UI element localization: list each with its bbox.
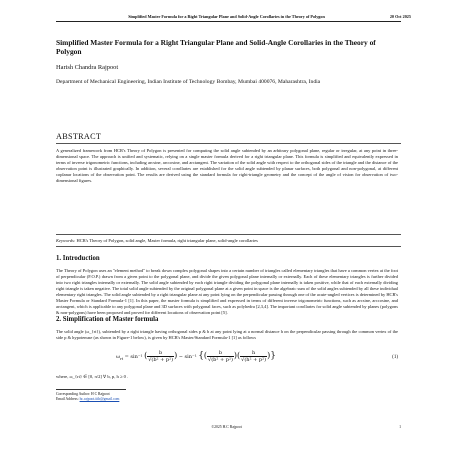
equation-number: (1) <box>392 355 398 360</box>
keywords-label: Keywords: <box>56 238 76 243</box>
keywords <box>56 238 398 243</box>
equation-domain: where, ω_{rt} ∈ [0, π/2] ∀ b, p, h ≥ 0 . <box>56 374 129 379</box>
eq-lhs-subscript: rt <box>120 357 124 361</box>
copyright: ©2025 H.C Rajpoot <box>211 425 242 429</box>
intro-heading: 1. Introduction <box>56 255 100 262</box>
intro-text: The Theory of Polygon uses an "element method" to break down complex polygonal shapes into a certain number of triangles called elementary triangles that have a common vertex at the foot of perpendicular (F.O.P.) drawn from a given point to the polygonal plane, and divide the given polygonal plane internally or externally. Each of these elementary triangles is further divided into two right triangles internally or externally. The solid angle subtended by each right triangle dividing the polygonal plane internally is taken positive, while that of each externally dividing right triangle is taken negative. The total solid angle subtended by the original polygonal plane at a given point in space is the algebraic sum of the solid angles subtended by all these individual elementary right triangles. The solid angle subtended by a right triangular plane at any point lying on the perpendicular passing through one of the acute-angled vertices is determined by HCR's Master Formula or Standard Formula-1 [1]. In this paper, the master formula is simplified and expressed in terms of different inverse trigonometric functions, such as arcsine, arccosine, and arctangent, which is applicable to any polygonal plane and 3D surfaces with polygonal faces, such as polyhedra [2,3,4]. The important corollaries for solid angle subtended by planes (polygons & non-polygons) have been proposed and proved for different locations of observation point [5]. <box>56 268 398 316</box>
abstract-heading: ABSTRACT <box>56 132 102 141</box>
corresponding-author: Corresponding Author: H C Rajpoot <box>56 392 110 396</box>
master-formula-equation: $\omega_{rt} = \sin^{-1}$ ( $\frac{b}{\text{√(b² + p²)}}$ ) − sin⁻¹ {( $\frac{b}{\text{√(b² + p²)}}$ )( $\frac{h}{\text{√(h² + p²)}}$ )} (1) <box>116 350 398 363</box>
email-label: Email Address: <box>56 396 79 401</box>
running-header-title: Simplified Master Formula for a Right Triangular Plane and Solid-Angle Corollaries in the Theory of Polygon <box>128 14 325 19</box>
running-header-date: 20 Oct 2025 <box>389 14 411 19</box>
section2-text: The solid angle (ω_{rt}), subtended by a right triangle having orthogonal sides p & b at any point lying at a normal distance h on the perpendicular passing through the common vertex of the side p & hypotenuse (as shown in Figure-1 below), is given by HCR's Master/Standard Formula-1 [1] as follows <box>56 329 398 341</box>
header-divider <box>56 21 401 22</box>
eq-rhs-arcsin: = sin⁻¹ <box>124 354 143 360</box>
eq-fraction-3: $\frac{h}{\text{√(h² + p²)}}$ <box>241 350 267 363</box>
author-name: Harish Chandra Rajpoot <box>56 64 119 71</box>
paper-title: Simplified Master Formula for a Right Triangular Plane and Solid-Angle Corollaries in the Theory of Polygon <box>56 38 376 57</box>
eq-fraction-1: $\frac{b}{\text{√(b² + p²)}}$ <box>148 350 174 363</box>
author-affiliation: Department of Mechanical Engineering, Indian Institute of Technology Bombay, Mumbai 400076, Maharashtra, India <box>56 79 321 85</box>
keywords-divider <box>56 246 401 247</box>
abstract-bottom-divider <box>56 234 401 235</box>
eq-minus-arcsin: − sin⁻¹ <box>178 354 197 360</box>
footnote <box>56 392 119 402</box>
section2-heading: 2. Simplification of Master formula <box>56 316 159 323</box>
eq-lhs: ω <box>116 354 121 360</box>
eq-fraction-2: $\frac{b}{\text{√(b² + p²)}}$ <box>208 350 233 363</box>
abstract-top-divider <box>56 143 401 144</box>
email-link[interactable]: hc.rajpoot.iitb@gmail.com <box>79 396 120 401</box>
footnote-divider <box>56 389 126 390</box>
page-footer <box>0 425 453 429</box>
page-number: 1 <box>399 425 401 429</box>
keywords-list: HCR's Theory of Polygon, solid angle, Master formula, right triangular plane, solid-angle corollaries <box>76 238 258 243</box>
abstract-text: A generalized framework from HCR's Theory of Polygon is presented for computing the solid angle subtended by an arbitrary polygonal plane, regular or irregular, at any point in three-dimensional space. The approach is unified and systematic, relying on a single master formula derived for a right triangular plane. This formula is simplified and equivalently expressed in terms of inverse trigonometric functions, including arcsine, arccosine, and arctangent. The variation of the solid angle with respect to the orthogonal sides of the triangle and the distance of the observation point is illustrated graphically. In addition, several corollaries are established for the solid angle subtended by planar surfaces, both polygonal and non-polygonal, at different coplanar locations of the observation point. The results are derived using the standard formula for right-triangle geometry and the concept of the angle of vision for observation of two-dimensional figures. <box>56 148 398 184</box>
running-header <box>0 14 453 19</box>
